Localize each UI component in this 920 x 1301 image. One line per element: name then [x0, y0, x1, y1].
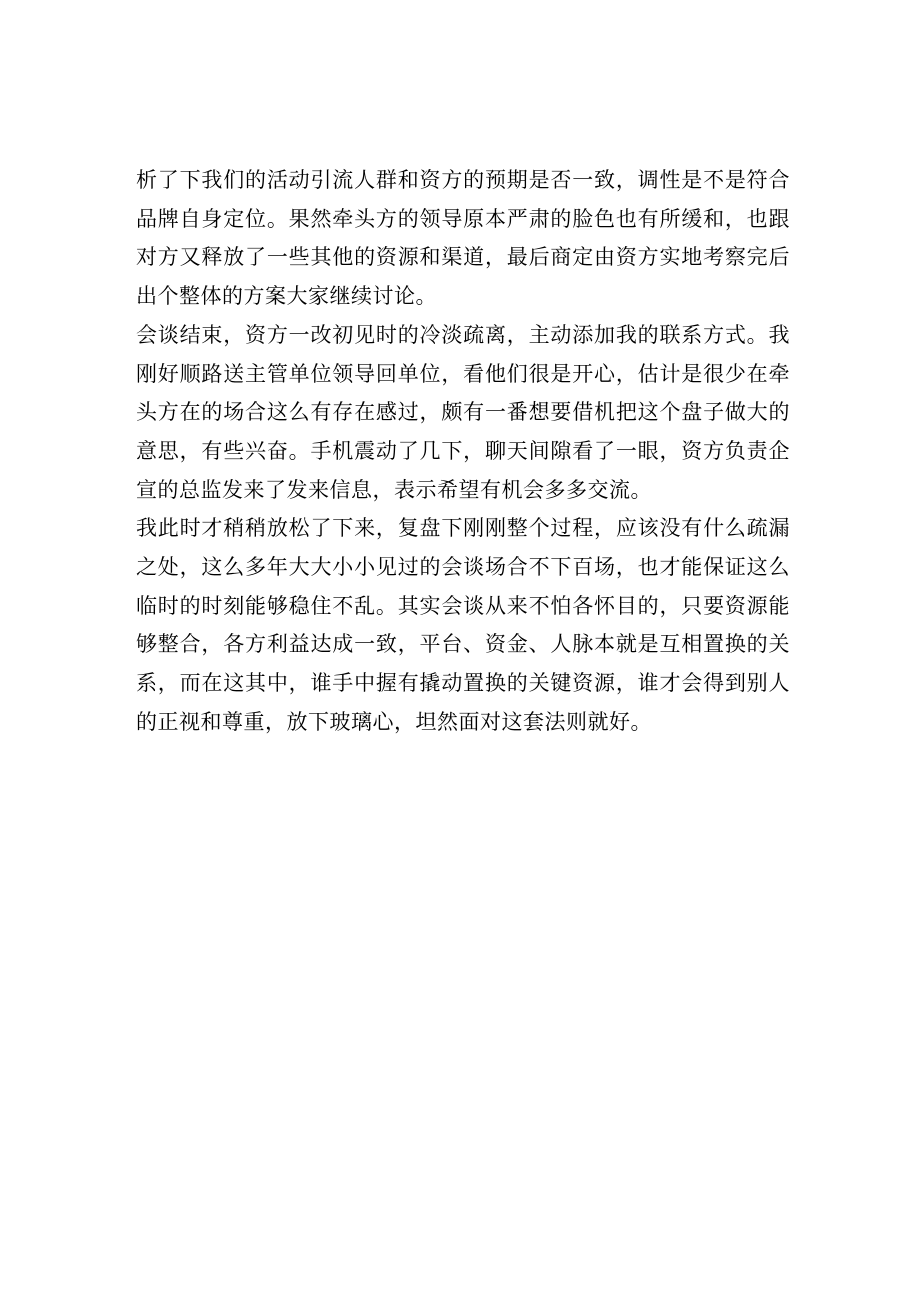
paragraph-3: 我此时才稍稍放松了下来，复盘下刚刚整个过程，应该没有什么疏漏之处，这么多年大大小小见过的会谈场合不下百场，也才能保证这么临时的时刻能够稳住不乱。其实会谈从来不怕各怀目的，只要资源能够整合，各方利益达成一致，平台、资金、人脉本就是互相置换的关系，而在这其中，谁手中握有撬动置换的关键资源，谁才会得到别人的正视和尊重，放下玻璃心，坦然面对这套法则就好。 [136, 516, 790, 734]
paragraph-1: 析了下我们的活动引流人群和资方的预期是否一致，调性是不是符合品牌自身定位。果然牵头方的领导原本严肃的脸色也有所缓和，也跟对方又释放了一些其他的资源和渠道，最后商定由资方实地考察完后出个整体的方案大家继续讨论。 [136, 168, 790, 309]
paragraph-2: 会谈结束，资方一改初见时的冷淡疏离，主动添加我的联系方式。我刚好顺路送主管单位领导回单位，看他们很是开心，估计是很少在牵头方在的场合这么有存在感过，颇有一番想要借机把这个盘子做大的意思，有些兴奋。手机震动了几下，聊天间隙看了一眼，资方负责企宣的总监发来了发来信息，表示希望有机会多多交流。 [136, 322, 790, 502]
document-body [136, 161, 790, 742]
